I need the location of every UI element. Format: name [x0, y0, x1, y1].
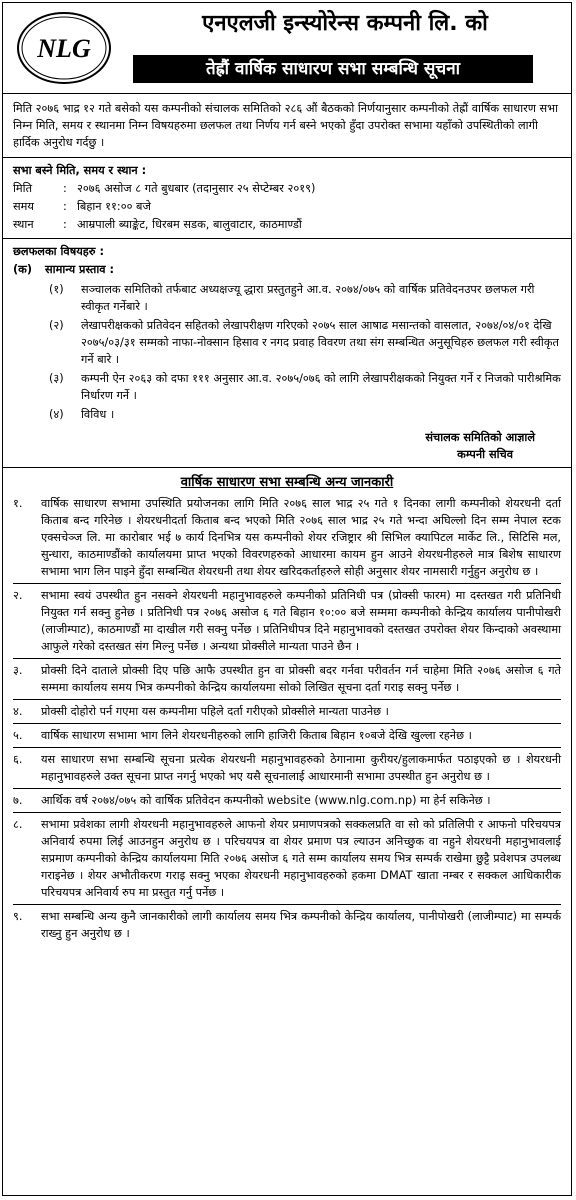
- signature-line-authority: संचालक समितिको आज्ञाले: [425, 431, 535, 444]
- info-item-text: आर्थिक वर्ष २०७४/०७५ को वार्षिक प्रतिवेदन कम्पनीको website (www.nlg.com.np) मा हेर्न सकिनेछ ।: [41, 794, 491, 807]
- info-item-text: यस साधारण सभा सम्बन्धि सूचना प्रत्येक शेयरधनी महानुभावहरुको ठेगानामा कुरीयर/हुलाकमार्फत पठाइएको छ । शेयरधनी महानुभावहरुले उक्त सूचना प्राप्त नगर्नु भएको भए यसै सूचनालाई आधारमानी सभामा उपस्थीत हुन अनुरोध छ ।: [41, 753, 561, 783]
- notice-title: तेह्रौं वार्षिक साधारण सभा सम्बन्धि सूचना: [133, 55, 533, 83]
- agenda-category-num: (क): [13, 263, 33, 276]
- info-item-num: ४.: [13, 705, 23, 718]
- agenda-item-text: विविध ।: [81, 408, 115, 421]
- agenda-item-text: कम्पनी ऐन २०६३ को दफा १११ अनुसार आ.व. २०७५/०७६ को लागि लेखापरीक्षकको नियुक्त गर्ने र निजको पारीश्रमिक निर्धारण गर्ने ।: [81, 372, 561, 402]
- info-item: [13, 724, 561, 748]
- meeting-details: [3, 158, 571, 239]
- info-item-text: वार्षिक साधारण सभामा भाग लिने शेयरधनीहरुको लागि हाजिरी किताब बिहान १०बजे देखि खुल्ला रहनेछ ।: [41, 729, 472, 742]
- agenda-category-label: सामान्य प्रस्ताव :: [45, 263, 114, 276]
- info-item: [13, 905, 561, 945]
- info-item: [13, 700, 561, 724]
- info-item-num: ६.: [13, 753, 23, 766]
- info-item: [13, 789, 561, 813]
- meeting-row-key: समय: [13, 200, 34, 213]
- agenda-item-text: लेखापरीक्षकको प्रतिवेदन सहितको लेखापरीक्षण गरिएको २०७५ साल आषाढ मसान्तको वासलात, २०७४/०४/०१ देखि २०७५/०३/३१ सम्मको नाफा-नोक्सान हिसाव र नगद प्रवाह विवरण तथा संग सम्बन्धित अनुसूचिहरु छलफल गरी स्वीकृत गर्ने बारे ।: [81, 319, 559, 366]
- company-logo: [15, 9, 113, 87]
- agenda-item-num: (२): [49, 319, 64, 332]
- company-name: एनएलजी इन्स्योरेन्स कम्पनी लि. को: [202, 11, 488, 36]
- intro-paragraph: मिति २०७६ भाद्र १२ गते बसेको यस कम्पनीको संचालक समितिको २८६ औं बैठकको निर्णयानुसार कम्पनीको तेह्रौं वार्षिक साधारण सभा निम्न मिति, समय र स्थानमा निम्न विषयहरुमा छलफल तथा निर्णय गर्न बस्ने भएको हुँदा उपरोक्त सभामा यहाँको उपस्थितीको लागी हार्दिक अनुरोध गर्दछु ।: [3, 94, 571, 158]
- agenda-item: [49, 317, 561, 368]
- agenda-heading: छलफलका विषयहरु :: [13, 245, 104, 258]
- meeting-row: [13, 180, 561, 198]
- info-item-num: ८.: [13, 818, 23, 831]
- notice-header: [3, 3, 571, 94]
- agenda-item-num: (३): [49, 372, 64, 385]
- info-item-text: वार्षिक साधारण सभामा उपस्थिति प्रयोजनका लागि मिति २०७६ साल भाद्र २५ गते १ दिनका लागी कम्पनीको शेयरधनी दर्ता किताब बन्द गरिनेछ । शेयरधनीदर्ता किताब बन्द भएको मिति २०७६ साल भाद्र २५ गते भन्दा अघिल्लो दिन सम्म नेपाल स्टक एक्सचेञ्ज लि. मा कारोबार भई ७ कार्य दिनभित्र यस कम्पनीको शेयर रजिष्ट्रार श्री सिभिल क्यापिटल मार्केट लि., सिटिसि मल, सुन्धारा, काठमाण्डौंको कार्यालयमा प्राप्त भएको विवरणहरुको आधारमा कायम हुन आउने शेयरधनीहरुले मात्र बिशेष साधारण सभामा भाग लिन पाइने हुँदा सम्बन्धित शेयरधनी तथा शेयर खरिदकर्ताहरुले सोही अनुसार शेयर नामसारी गर्नुहुन अनुरोध छ ।: [41, 497, 561, 578]
- info-title: वार्षिक साधारण सभा सम्बन्धि अन्य जानकारी: [180, 475, 394, 490]
- meeting-row: [13, 198, 561, 216]
- meeting-row-value: आम्रपाली ब्याङ्केट, धिरबम सडक, बालुवाटार, काठमाण्डौं: [77, 218, 302, 231]
- colon: :: [63, 218, 67, 231]
- notice-document: [2, 2, 572, 1196]
- meeting-row-key: स्थान: [13, 218, 34, 231]
- meeting-row: [13, 216, 561, 234]
- agenda-item: [49, 370, 561, 404]
- colon: :: [63, 182, 67, 195]
- meeting-row-value: बिहान ११:०० बजे: [77, 200, 151, 213]
- info-list: [3, 492, 571, 945]
- meeting-heading: सभा बस्ने मिति, समय र स्थान :: [13, 164, 147, 177]
- info-item: [13, 813, 561, 905]
- info-item-text: प्रोक्सी दिने दाताले प्रोक्सी दिए पछि आफै उपस्थीत हुन वा प्रोक्सी बदर गर्नवा परीवर्तन गर्न चाहेमा मिति २०७६ असोज ६ गते सम्ममा कार्यालय समय भित्र कम्पनीको केन्द्रिय कार्यालयमा सोको लिखित सूचना दर्ता गराइ सक्नु पर्नेछ ।: [41, 664, 561, 694]
- meeting-row-value: २०७६ असोज ८ गते बुधबार (तदानुसार २५ सेप्टेम्बर २०१९): [77, 182, 316, 195]
- info-item-text: प्रोक्सी दोहोरो पर्न गएमा यस कम्पनीमा पहिले दर्ता गरीएको प्रोक्सीले मान्यता पाउनेछ ।: [41, 705, 389, 718]
- colon: :: [63, 200, 67, 213]
- signature-line-secretary: कम्पनी सचिव: [457, 448, 513, 461]
- agenda-item: [49, 406, 561, 423]
- signature-block: [13, 429, 561, 463]
- agenda-item-num: (४): [49, 408, 64, 421]
- svg-text:NLG: NLG: [37, 34, 91, 63]
- info-item: [13, 584, 561, 659]
- info-item-text: सभामा स्वयं उपस्थीत हुन नसक्ने शेयरधनी महानुभावहरुले कम्पनीको प्रतिनिधी पत्र (प्रोक्सी फारम) मा दस्तखत गरी प्रतिनिधी नियुक्त गर्न सक्नु हुनेछ । प्रतिनिधी पत्र २०७६ असोज ६ गते बिहान १०:०० बजे सम्ममा कम्पनीको केन्द्रिय कार्यालय पानीपोखरी (लाजीम्पाट), काठमाण्डौं मा दाखील गरी सक्नु पर्नेछ । प्रतिनिधीपत्र दिने महानुभावको दस्तखत उपरोक्त शेयर किन्दाको अवस्थामा आफुले गरेको दस्तखत संग मिल्नु पर्नेछ । अन्यथा प्रोक्सीले मान्यता पाउने छैन ।: [41, 589, 561, 653]
- info-item: [13, 748, 561, 789]
- agenda-item: [49, 281, 561, 315]
- agenda-category: [13, 261, 561, 279]
- info-item-num: ७.: [13, 794, 23, 807]
- info-item-num: ३.: [13, 664, 23, 677]
- info-item-num: ९.: [13, 910, 23, 923]
- info-item-num: ५.: [13, 729, 23, 742]
- meeting-row-key: मिति: [13, 182, 33, 195]
- info-item-num: १.: [13, 497, 23, 510]
- agenda-item-text: सञ्चालक समितिको तर्फबाट अध्यक्षज्यू द्धारा प्रस्तुतहुने आ.व. २०७४/०७५ को वार्षिक प्रतिवेदनउपर छलफल गरी स्वीकृत गर्नेबारे ।: [81, 283, 535, 313]
- agenda-item-num: (१): [49, 283, 64, 296]
- info-item-text: सभा सम्बन्धि अन्य कुनै जानकारीको लागी कार्यालय समय भित्र कम्पनीको केन्द्रिय कार्यालय, पानीपोखरी (लाजीम्पाट) मा सम्पर्क राख्नु हुन अनुरोध छ ।: [41, 910, 561, 940]
- agenda-section: [3, 239, 571, 468]
- info-item: [13, 492, 561, 584]
- info-item-num: २.: [13, 589, 23, 602]
- info-item: [13, 659, 561, 700]
- info-item-text: सभामा प्रवेशका लागी शेयरधनी महानुभावहरुले आफनो शेयर प्रमाणपत्रको सक्कलप्रति वा सो को प्रतिलिपी र आफनो परिचयपत्र अनिवार्य रुपमा लिई आउनहुन अनुरोध छ । परिचयपत्र वा शेयर प्रमाण पत्र ल्याउन अनिच्छुक वा नहुने शेयरधनी महानुभावलाई सप्रमाण कम्पनीको केन्द्रिय कार्यालयमा मिति २०७६ असोज ६ गते सम्म कार्यालय समय भित्र सम्पर्क राखेमा छुट्टै प्रवेशपत्र उपलब्ध गराइनेछ । शेयर अभौतीकरण गराइ सक्नु भएका शेयरधनी महानुभावहरुको हकमा DMAT खाता नम्बर र सक्कल आधिकारीक परिचयपत्र अनिवार्य रुप मा प्रस्तुत गर्नु पर्नेछ ।: [41, 818, 561, 899]
